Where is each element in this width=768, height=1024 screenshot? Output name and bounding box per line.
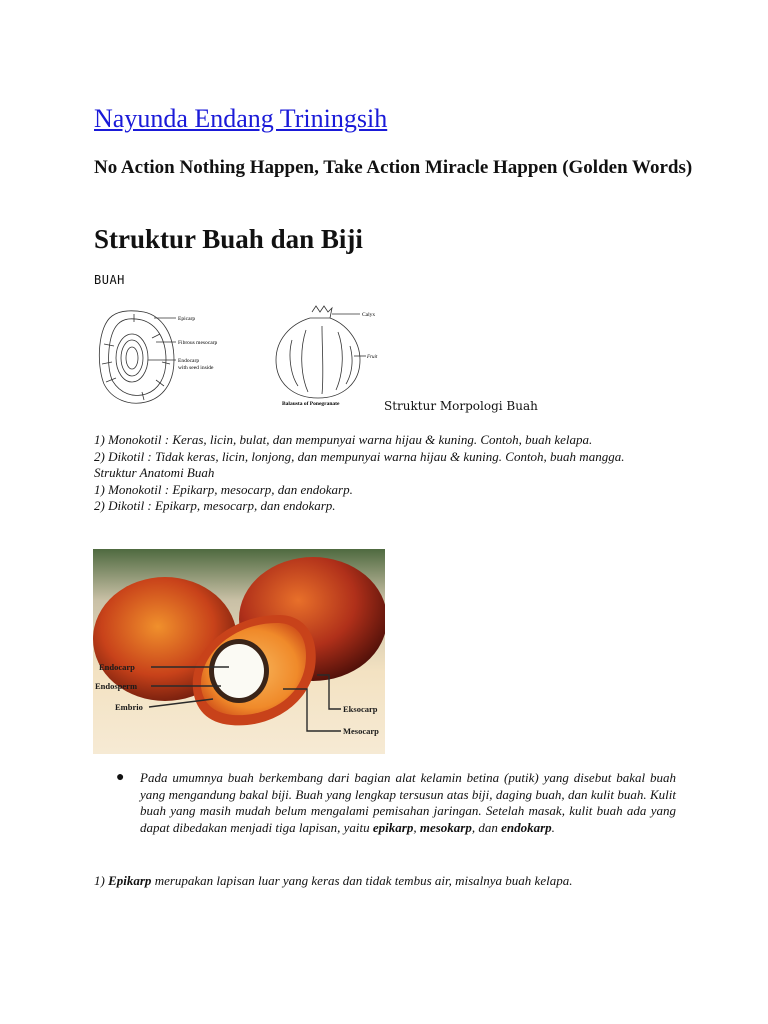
term-epikarp: epikarp xyxy=(372,819,414,835)
fruit-cross-section-figure xyxy=(94,304,234,408)
section-label: BUAH xyxy=(94,273,125,287)
label-fruit: Fruit xyxy=(367,355,378,360)
palm-fruit-photo xyxy=(93,549,385,754)
epikarp-paragraph: 1) Epikarp merupakan lapisan luar yang keras dan tidak tembus air, misalnya buah kelapa. xyxy=(94,873,573,888)
label-endosperm: Endosperm xyxy=(95,681,138,691)
post-title: Struktur Buah dan Biji xyxy=(94,224,363,254)
list-item: 1) Monokotil : Epikarp, mesocarp, dan endokarp. xyxy=(94,481,353,497)
term-epikarp-def: Epikarp xyxy=(108,873,152,888)
blog-tagline: No Action Nothing Happen, Take Action Miracle Happen (Golden Words) xyxy=(94,157,693,178)
figure-caption: Struktur Morpologi Buah xyxy=(384,399,538,413)
bullet-paragraph xyxy=(116,770,676,836)
label-balausta: Balausta of Ponegranate xyxy=(282,401,340,407)
term-endokarp: endokarp xyxy=(501,819,552,835)
term-mesokarp: mesokarp xyxy=(419,819,472,835)
bullet-text: Pada umumnya buah berkembang dari bagian alat kelamin betina (putik) yang disebut bakal buah yang mengandung bakal biji. Buah yang lengkap tersusun atas biji, daging buah, dan kulit buah. Kulit buah yang masih mudah belum mengalami pemisahan jaringan. Setelah masak, kulit buah ada yang dapat dibedakan menjadi tiga lapisan, yaitu epikarp, mesokarp, dan endokarp. xyxy=(140,770,676,835)
list-item: 2) Dikotil : Epikarp, mesocarp, dan endokarp. xyxy=(94,498,336,513)
label-epicarp: Epicarp xyxy=(178,316,196,322)
pomegranate-figure xyxy=(272,304,387,408)
label-mesocarp: Mesocarp xyxy=(343,726,379,736)
label-calyx: Calyx xyxy=(362,312,376,318)
label-eksocarp: Eksocarp xyxy=(343,704,378,714)
list-item: 2) Dikotil : Tidak keras, licin, lonjong, dan mempunyai warna hijau & kuning. Contoh, buah mangga. xyxy=(94,448,625,464)
bullet-icon: ● xyxy=(116,770,125,785)
list-item: 1) Monokotil : Keras, licin, bulat, dan mempunyai warna hijau & kuning. Contoh, buah kelapa. xyxy=(94,432,593,447)
list-item: Struktur Anatomi Buah xyxy=(94,465,215,480)
label-fibrous-mesocarp: Fibrous mesocarp xyxy=(178,340,218,346)
label-endocarp-seed: with seed inside xyxy=(178,365,214,371)
fruit-structure-list xyxy=(94,432,664,515)
label-embrio: Embrio xyxy=(115,702,143,712)
label-endocarp: Endocarp xyxy=(178,358,200,364)
blog-title-link[interactable]: Nayunda Endang Triningsih xyxy=(94,104,388,133)
label-endocarp-photo: Endocarp xyxy=(99,662,135,672)
